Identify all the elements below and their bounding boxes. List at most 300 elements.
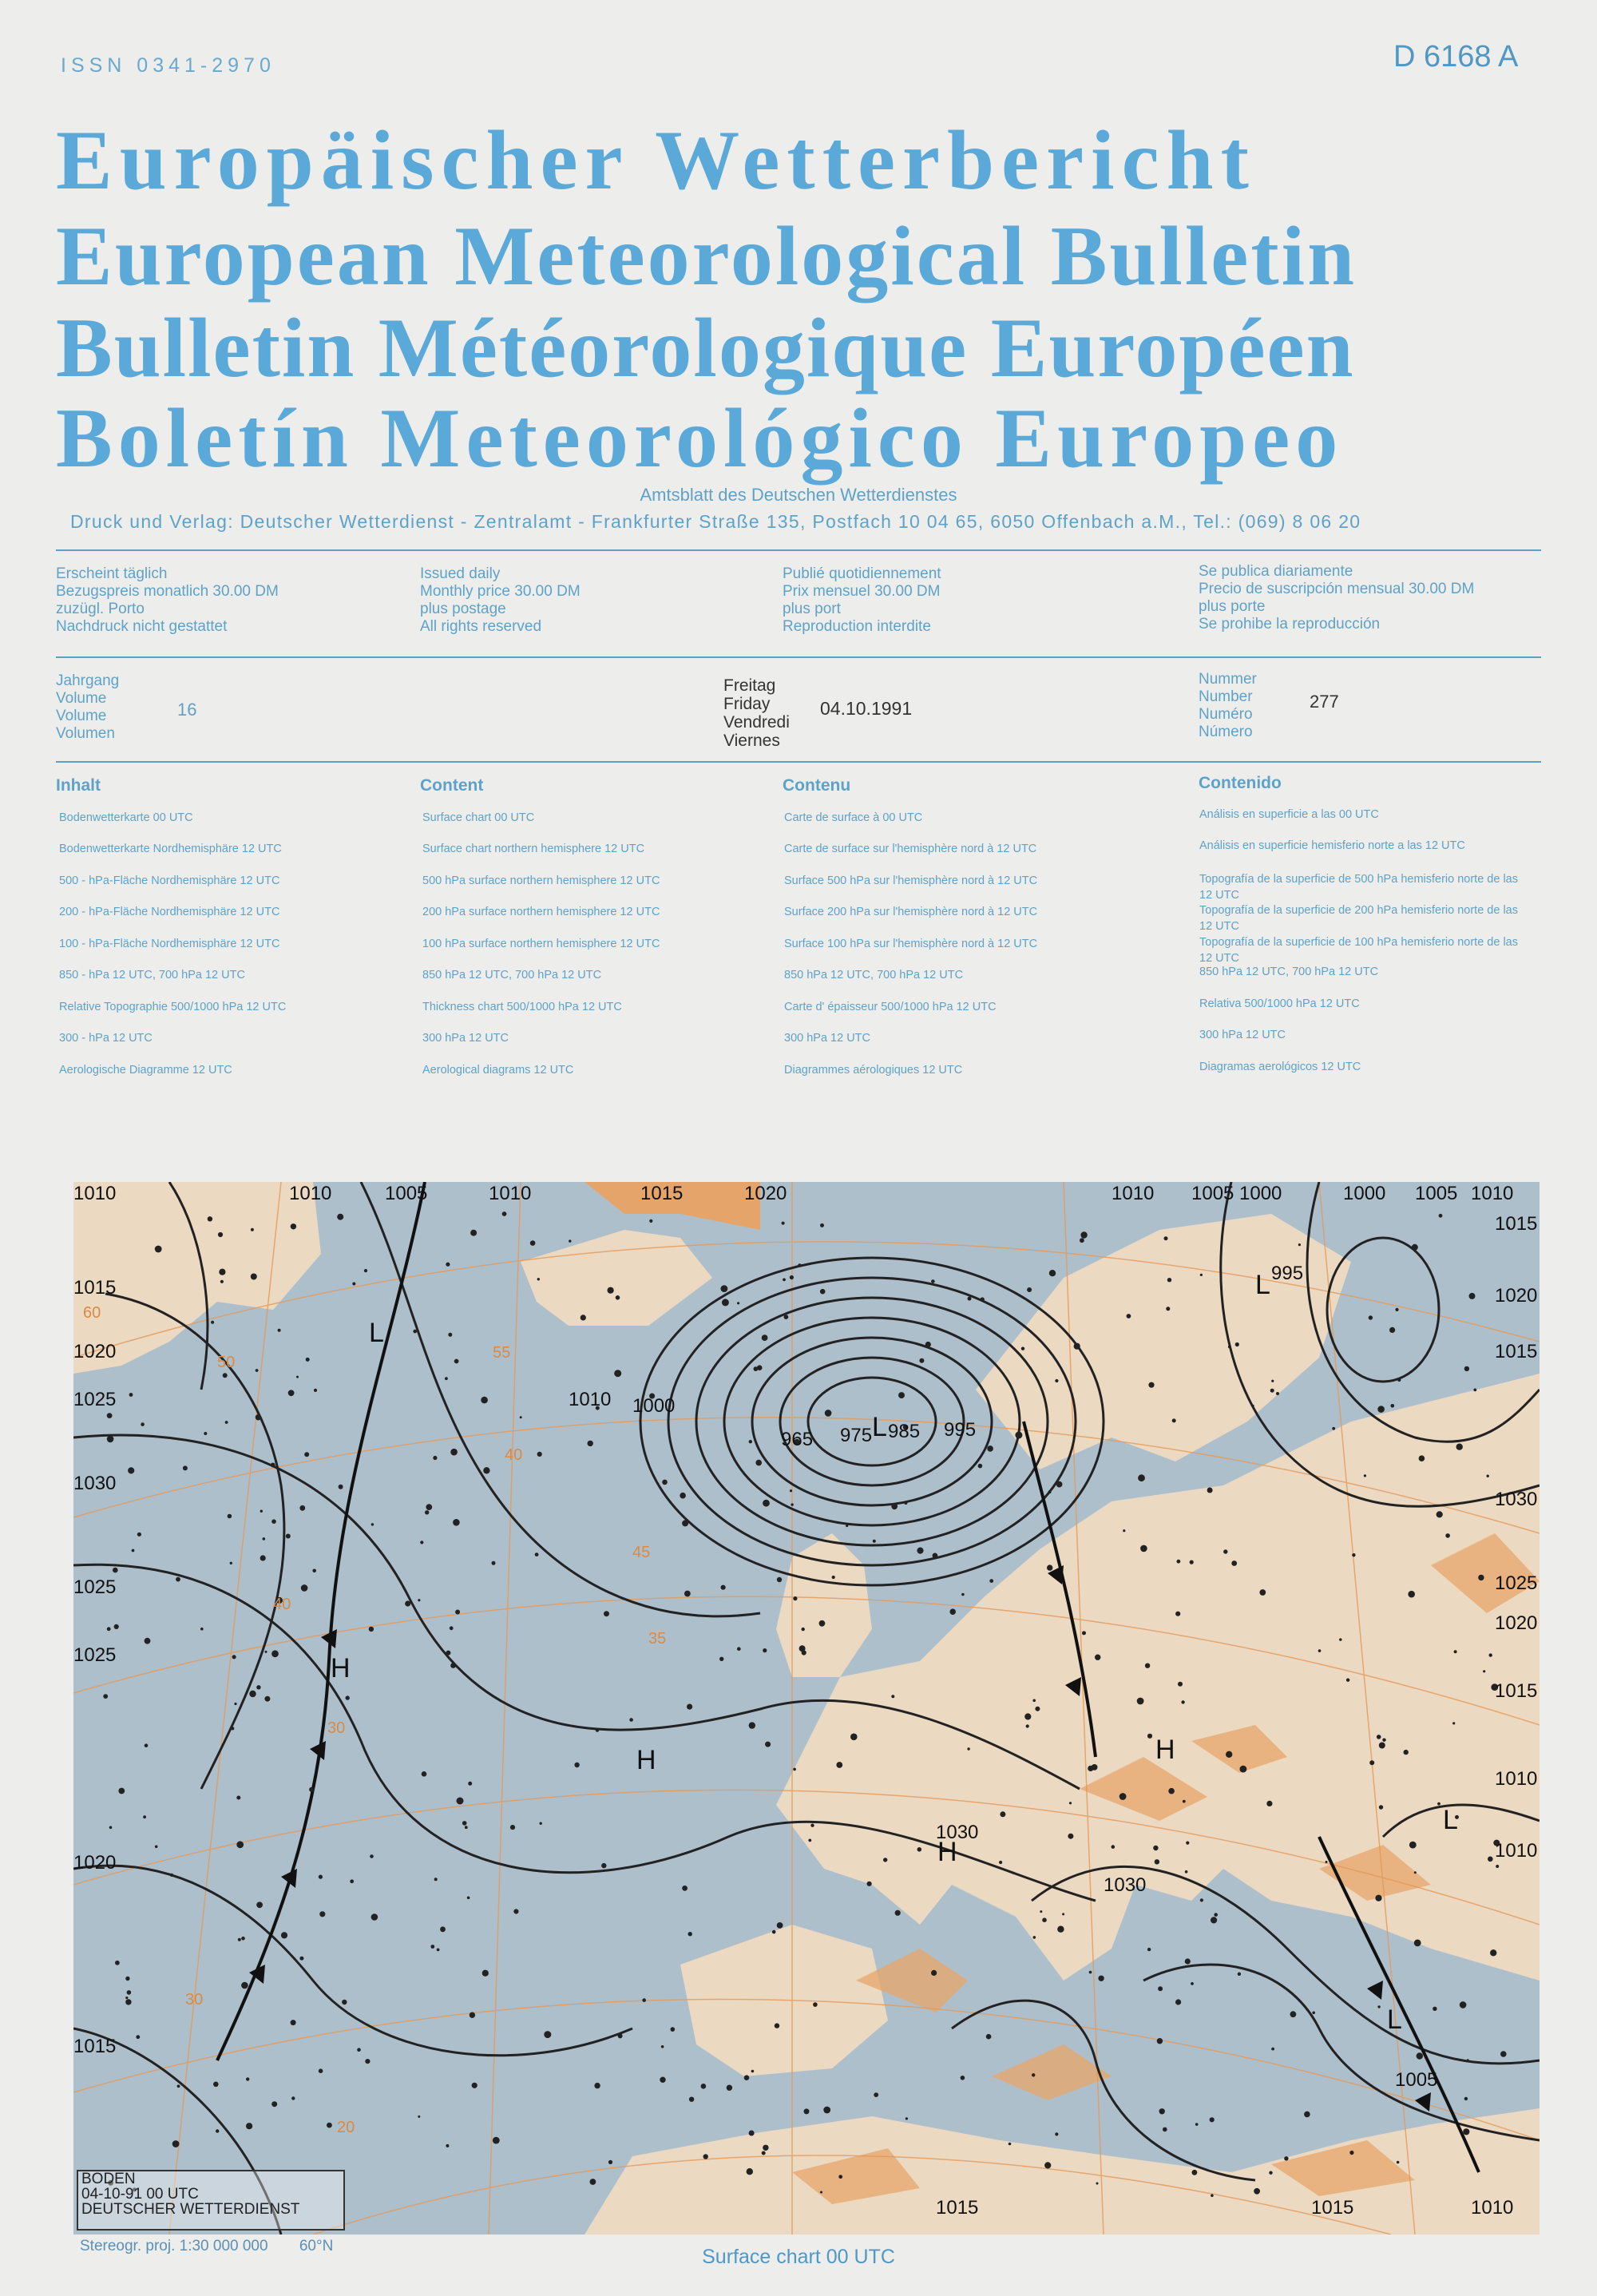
station-dot (1464, 1366, 1469, 1371)
station-dot (346, 1695, 350, 1699)
station-dot (1377, 2005, 1380, 2008)
station-dot (299, 1957, 303, 1961)
isobar-label: 1015 (640, 1183, 684, 1204)
isobar-label: 1010 (1112, 1183, 1155, 1204)
station-dot (118, 1788, 125, 1794)
station-dot (103, 1694, 108, 1699)
station-dot (364, 1269, 367, 1272)
station-dot (820, 2191, 822, 2194)
isobar-label: 1025 (73, 1389, 117, 1410)
station-dot (763, 1500, 770, 1507)
isobar-label: 1015 (1311, 2197, 1354, 2219)
station-dot (155, 1846, 158, 1849)
station-dot (820, 1223, 824, 1227)
isobar-label: 1000 (1343, 1183, 1386, 1204)
isobar-label: 985 (888, 1421, 921, 1442)
station-dot (1214, 1913, 1218, 1917)
station-dot (492, 1561, 496, 1565)
station-dot (132, 1549, 135, 1552)
station-dot (176, 1577, 180, 1582)
volume-labels: Jahrgang Volume Volume Volumen (56, 672, 120, 742)
station-dot (1235, 1342, 1239, 1346)
station-dot (722, 1299, 729, 1306)
station-dot (271, 2101, 277, 2107)
station-dot (661, 2045, 664, 2048)
station-dot (1175, 1612, 1180, 1616)
station-dot (1098, 1976, 1104, 1981)
pressure-center-label: H (636, 1745, 656, 1775)
station-dot (684, 1591, 691, 1597)
station-dot (1414, 1940, 1421, 1947)
station-dot (687, 1704, 692, 1710)
station-dot (608, 2160, 612, 2164)
toc-item: 300 hPa 12 UTC (1199, 1029, 1286, 1041)
isobar-label: 1005 (1415, 1183, 1458, 1204)
station-dot (1467, 2059, 1469, 2061)
station-dot (682, 1520, 688, 1526)
station-dot (301, 1584, 308, 1592)
station-dot (238, 1938, 241, 1941)
station-dot (1489, 1653, 1492, 1656)
pressure-center-label: L (1387, 2005, 1402, 2035)
station-dot (791, 1503, 793, 1505)
station-dot (1074, 1343, 1080, 1350)
station-dot (271, 1650, 279, 1657)
isobar-label: 1020 (73, 1341, 117, 1362)
isobar-label: 965 (781, 1429, 814, 1450)
official-gazette-line: Amtsblatt des Deutschen Wetterdienstes (640, 485, 957, 505)
station-dot (1164, 1236, 1168, 1240)
station-dot (502, 1211, 507, 1216)
station-dot (143, 1815, 146, 1818)
station-dot (1419, 1455, 1425, 1461)
station-dot (1226, 1751, 1232, 1758)
station-dot (125, 1999, 131, 2005)
station-dot (113, 1568, 118, 1573)
station-dot (1375, 1895, 1381, 1901)
station-dot (1000, 1811, 1005, 1817)
station-dot (1191, 1982, 1194, 1985)
projection-latitude: 60°N (299, 2238, 334, 2254)
station-dot (1200, 1898, 1203, 1901)
toc-item: Surface chart northern hemisphere 12 UTC (422, 843, 645, 855)
station-dot (1271, 2048, 1274, 2051)
station-dot (1259, 1589, 1266, 1596)
station-dot (1172, 1418, 1176, 1422)
station-dot (1382, 1739, 1385, 1742)
station-dot (1379, 1805, 1383, 1809)
station-dot (804, 2108, 810, 2114)
station-dot (1276, 1392, 1279, 1395)
station-dot (1210, 2117, 1215, 2122)
toc-item: Diagrammes aérologiques 12 UTC (784, 1064, 963, 1077)
station-dot (1186, 1842, 1189, 1845)
latitude-label: 30 (185, 1991, 204, 2009)
toc-item: 200 hPa surface northern hemisphere 12 UTC (422, 906, 660, 918)
station-dot (1166, 1307, 1170, 1311)
isobar-label: 1025 (1495, 1572, 1538, 1594)
station-dot (208, 1216, 212, 1221)
station-dot (1439, 1214, 1443, 1218)
station-dot (450, 1449, 458, 1456)
toc-item: Bodenwetterkarte 00 UTC (59, 811, 193, 824)
station-dot (1192, 2170, 1198, 2175)
station-dot (246, 2123, 252, 2129)
station-dot (537, 1452, 542, 1457)
station-dot (777, 1922, 783, 1929)
station-dot (1175, 1999, 1181, 2005)
station-dot (481, 1397, 488, 1404)
station-dot (413, 1330, 417, 1334)
station-dot (1024, 1713, 1031, 1719)
station-dot (1040, 1910, 1042, 1913)
station-dot (1488, 1857, 1493, 1862)
station-dot (574, 1763, 579, 1767)
subscription-english: Issued daily Monthly price 30.00 DM plus postage All rights reserved (420, 565, 581, 635)
station-dot (218, 1232, 223, 1237)
station-dot (510, 1825, 515, 1830)
divider (56, 549, 1541, 551)
station-dot (1456, 1444, 1463, 1450)
station-dot (125, 1997, 128, 1999)
station-dot (369, 1627, 374, 1632)
station-dot (898, 1392, 905, 1398)
station-dot (513, 1909, 518, 1913)
issue-number: 277 (1310, 692, 1339, 712)
station-dot (618, 2033, 623, 2038)
isobar-label: 1030 (73, 1473, 117, 1494)
latitude-label: 20 (337, 2119, 355, 2136)
land-british-isles (776, 1533, 872, 1677)
isobar-label: 1015 (936, 2197, 979, 2219)
toc-item: Análisis en superficie hemisferio norte a las 12 UTC (1199, 839, 1465, 852)
station-dot (1290, 2011, 1297, 2017)
station-dot (749, 2131, 755, 2136)
station-dot (200, 1628, 204, 1631)
toc-item: 500 - hPa-Fläche Nordhemisphäre 12 UTC (59, 874, 280, 887)
isobar-label: 1010 (489, 1183, 532, 1204)
station-dot (278, 1329, 281, 1332)
station-dot (299, 1505, 305, 1511)
station-dot (1417, 2052, 1423, 2059)
toc-item: Bodenwetterkarte Nordhemisphäre 12 UTC (59, 843, 282, 855)
toc-item: Thickness chart 500/1000 hPa 12 UTC (422, 1001, 622, 1013)
station-dot (671, 2027, 676, 2032)
station-dot (1049, 1270, 1056, 1276)
isobar-label: 1000 (1239, 1183, 1282, 1204)
station-dot (1408, 1591, 1415, 1598)
station-dot (1377, 1735, 1381, 1739)
isobar-label: 1015 (73, 2036, 117, 2057)
station-dot (434, 1878, 438, 1881)
station-dot (802, 1628, 805, 1631)
volume-value: 16 (177, 700, 197, 720)
station-dot (649, 1219, 652, 1223)
station-dot (425, 1510, 429, 1514)
station-dot (819, 1620, 826, 1627)
station-dot (1080, 1231, 1087, 1238)
isobar-label: 1010 (1495, 1840, 1538, 1862)
map-legend-line: 04-10-91 00 UTC (81, 2186, 199, 2203)
station-dot (232, 1655, 236, 1659)
station-dot (145, 1638, 151, 1644)
station-dot (782, 1222, 785, 1225)
station-dot (520, 1416, 522, 1418)
station-dot (798, 1263, 802, 1267)
latitude-label: 50 (217, 1354, 236, 1371)
station-dot (1153, 1846, 1158, 1850)
station-dot (223, 1373, 228, 1378)
weekday-labels: Freitag Friday Vendredi Viernes (723, 676, 790, 750)
station-dot (762, 2151, 766, 2155)
toc-item: 850 - hPa 12 UTC, 700 hPa 12 UTC (59, 969, 245, 981)
weather-map-drawing (73, 1182, 1540, 2235)
station-dot (271, 1463, 275, 1468)
isobar-label: 1010 (289, 1183, 332, 1204)
isobar-label: 1005 (385, 1183, 428, 1204)
station-dot (1137, 1698, 1144, 1705)
station-dot (440, 1926, 446, 1932)
station-dot (721, 1285, 728, 1292)
station-dot (291, 2096, 295, 2100)
latitude-label-layer (83, 1304, 666, 2136)
station-dot (660, 2077, 665, 2083)
station-dot (784, 1315, 789, 1319)
station-dot (701, 2084, 707, 2089)
station-dot (777, 1577, 782, 1582)
station-dot (470, 2012, 475, 2018)
station-dot (109, 1826, 113, 1830)
station-dot (1068, 1834, 1073, 1839)
station-dot (1254, 2188, 1260, 2195)
station-dot (961, 1593, 965, 1596)
station-dot (1183, 1800, 1186, 1803)
station-dot (747, 2168, 753, 2175)
station-dot (917, 1548, 923, 1554)
station-dot (590, 2179, 596, 2185)
subscription-spanish: Se publica diariamente Precio de suscripción mensual 30.00 DM plus porte Se prohibe la reproducción (1199, 563, 1475, 632)
station-dot (1346, 1679, 1349, 1682)
station-dot (177, 2084, 180, 2088)
station-dot (314, 1389, 317, 1392)
station-dot (1369, 1315, 1373, 1319)
station-dot (765, 1742, 771, 1747)
station-dot (537, 1278, 540, 1280)
title-german: Europäischer Wetterbericht (56, 113, 1256, 207)
station-dot (1035, 1707, 1040, 1711)
station-dot (689, 2097, 694, 2102)
station-dot (455, 1610, 460, 1615)
latitude-label: 45 (632, 1544, 651, 1561)
station-dot (1251, 1405, 1254, 1407)
station-dot (1464, 2097, 1468, 2100)
station-dot (846, 1525, 848, 1527)
station-dot (883, 1858, 887, 1862)
station-dot (999, 1861, 1002, 1864)
station-dot (1032, 1699, 1036, 1703)
station-dot (420, 1541, 423, 1544)
station-dot (1044, 2162, 1051, 2168)
station-dot (1437, 1511, 1443, 1517)
toc-item: Carte de surface à 00 UTC (784, 811, 923, 824)
station-dot (895, 1910, 901, 1916)
station-dot (183, 1465, 188, 1470)
station-dot (430, 1945, 434, 1949)
station-dot (825, 1410, 832, 1417)
station-dot (472, 2083, 478, 2088)
station-dot (309, 1787, 314, 1792)
station-dot (917, 1847, 922, 1852)
station-dot (371, 1523, 374, 1525)
station-dot (453, 1519, 460, 1526)
station-dot (608, 1287, 614, 1294)
toc-item: 850 hPa 12 UTC, 700 hPa 12 UTC (1199, 966, 1379, 978)
toc-item: Topografía de la superficie de 100 hPa hemisferio norte de las 12 UTC (1199, 936, 1518, 965)
station-dot (616, 1295, 620, 1300)
station-dot (891, 1695, 894, 1698)
title-english: European Meteorological Bulletin (56, 209, 1357, 303)
station-dot (749, 1440, 752, 1443)
toc-item: Diagramas aerológicos 12 UTC (1199, 1061, 1361, 1073)
station-dot (1339, 1638, 1341, 1640)
station-dot (662, 1480, 668, 1485)
station-dot (127, 1990, 132, 1995)
station-dot (256, 1685, 260, 1689)
station-dot (1238, 1973, 1241, 1976)
contents-header-spanish: Contenido (1199, 774, 1282, 792)
station-dot (581, 1315, 586, 1320)
station-dot (1312, 2012, 1315, 2015)
latitude-label: 55 (493, 1344, 511, 1362)
station-dot (405, 1600, 410, 1606)
station-dot (246, 2077, 249, 2080)
station-dot (1445, 1533, 1450, 1538)
map-caption: Surface chart 00 UTC (702, 2246, 895, 2268)
station-dot (1082, 1631, 1086, 1635)
station-dot (1177, 1560, 1181, 1564)
toc-item: Topografía de la superficie de 500 hPa hemisferio norte de las 12 UTC (1199, 873, 1518, 902)
station-dot (1412, 1244, 1418, 1251)
contents-header-german: Inhalt (56, 776, 101, 795)
station-dot (642, 1998, 646, 2002)
station-dot (422, 1771, 427, 1777)
station-dot (1364, 1474, 1366, 1477)
issue-date: 04.10.1991 (820, 698, 913, 719)
station-dot (265, 1651, 267, 1653)
station-dot (931, 1970, 937, 1976)
station-dot (1271, 1380, 1274, 1382)
station-dot (1211, 2194, 1214, 2197)
station-dot (1478, 1575, 1484, 1580)
station-dot (688, 1932, 692, 1936)
station-dot (808, 1839, 811, 1842)
station-dot (1377, 1406, 1385, 1413)
station-dot (1483, 1670, 1485, 1672)
station-dot (1266, 1801, 1272, 1806)
station-dot (1181, 1700, 1184, 1703)
pressure-center-label: L (1443, 1805, 1458, 1835)
station-dot (228, 1514, 232, 1519)
station-dot (1469, 1293, 1476, 1299)
station-dot (418, 1599, 420, 1601)
station-dot (874, 2092, 878, 2097)
station-dot (216, 2129, 219, 2132)
station-dot (125, 1977, 129, 1981)
station-dot (1185, 1870, 1188, 1874)
station-dot (967, 1747, 969, 1750)
station-dot (1207, 1488, 1213, 1493)
station-dot (1042, 1917, 1047, 1922)
station-dot (1096, 2183, 1099, 2185)
station-dot (1391, 1404, 1395, 1408)
map-legend-line: DEUTSCHER WETTERDIENST (81, 2201, 300, 2218)
station-dot (1452, 1722, 1455, 1724)
station-dot (1223, 1549, 1227, 1553)
station-dot (1015, 1432, 1022, 1439)
toc-item: 100 - hPa-Fläche Nordhemisphäre 12 UTC (59, 938, 280, 950)
toc-item: Surface chart 00 UTC (422, 811, 535, 824)
station-dot (288, 1390, 295, 1396)
station-dot (751, 2070, 755, 2073)
station-dot (1157, 2038, 1163, 2044)
toc-item: 300 - hPa 12 UTC (59, 1032, 153, 1045)
station-dot (370, 1854, 374, 1858)
station-dot (1119, 1793, 1127, 1800)
station-dot (1080, 1238, 1084, 1243)
station-dot (304, 1452, 309, 1457)
station-dot (1048, 1490, 1052, 1493)
pressure-center-label: H (331, 1653, 351, 1683)
station-dot (755, 1460, 762, 1466)
station-dot (286, 1534, 291, 1539)
station-dot (115, 1961, 120, 1965)
isobar-label: 1020 (744, 1183, 787, 1204)
station-dot (251, 1228, 254, 1231)
station-dot (588, 1441, 593, 1446)
station-dot (1057, 1926, 1064, 1933)
station-dot (493, 2137, 500, 2144)
station-dot (1269, 2171, 1272, 2175)
isobar-label: 1010 (1495, 1768, 1538, 1790)
station-dot (1379, 1743, 1385, 1749)
station-dot (1055, 1379, 1058, 1382)
station-dot (291, 1223, 296, 1229)
station-dot (306, 1358, 310, 1362)
isobar-label: 1025 (73, 1576, 117, 1598)
station-dot (483, 1467, 489, 1473)
station-dot (172, 2140, 180, 2147)
station-dot (468, 1782, 472, 1786)
station-dot (614, 1370, 621, 1377)
station-dot (721, 1585, 726, 1590)
station-dot (339, 1485, 343, 1489)
station-dot (1500, 2051, 1507, 2057)
station-dot (371, 1913, 378, 1921)
station-dot (319, 1911, 325, 1917)
station-dot (450, 1663, 456, 1668)
station-dot (418, 2116, 420, 2118)
station-dot (1027, 1287, 1032, 1292)
station-dot (1369, 1760, 1374, 1765)
publisher-line: Druck und Verlag: Deutscher Wetterdienst - Zentralamt - Frankfurter Straße 135, Postfach 10 04 65, 6050 Offenbach a.M., Tel.: (069) 8 06 20 (70, 511, 1361, 532)
station-dot (838, 2175, 842, 2179)
isobar-label: 1010 (569, 1389, 612, 1410)
station-dot (1496, 1865, 1499, 1868)
isobar-label: 1030 (1495, 1489, 1538, 1510)
station-dot (426, 1504, 432, 1510)
station-dot (1178, 1682, 1183, 1687)
toc-item: 500 hPa surface northern hemisphere 12 UTC (422, 874, 660, 887)
